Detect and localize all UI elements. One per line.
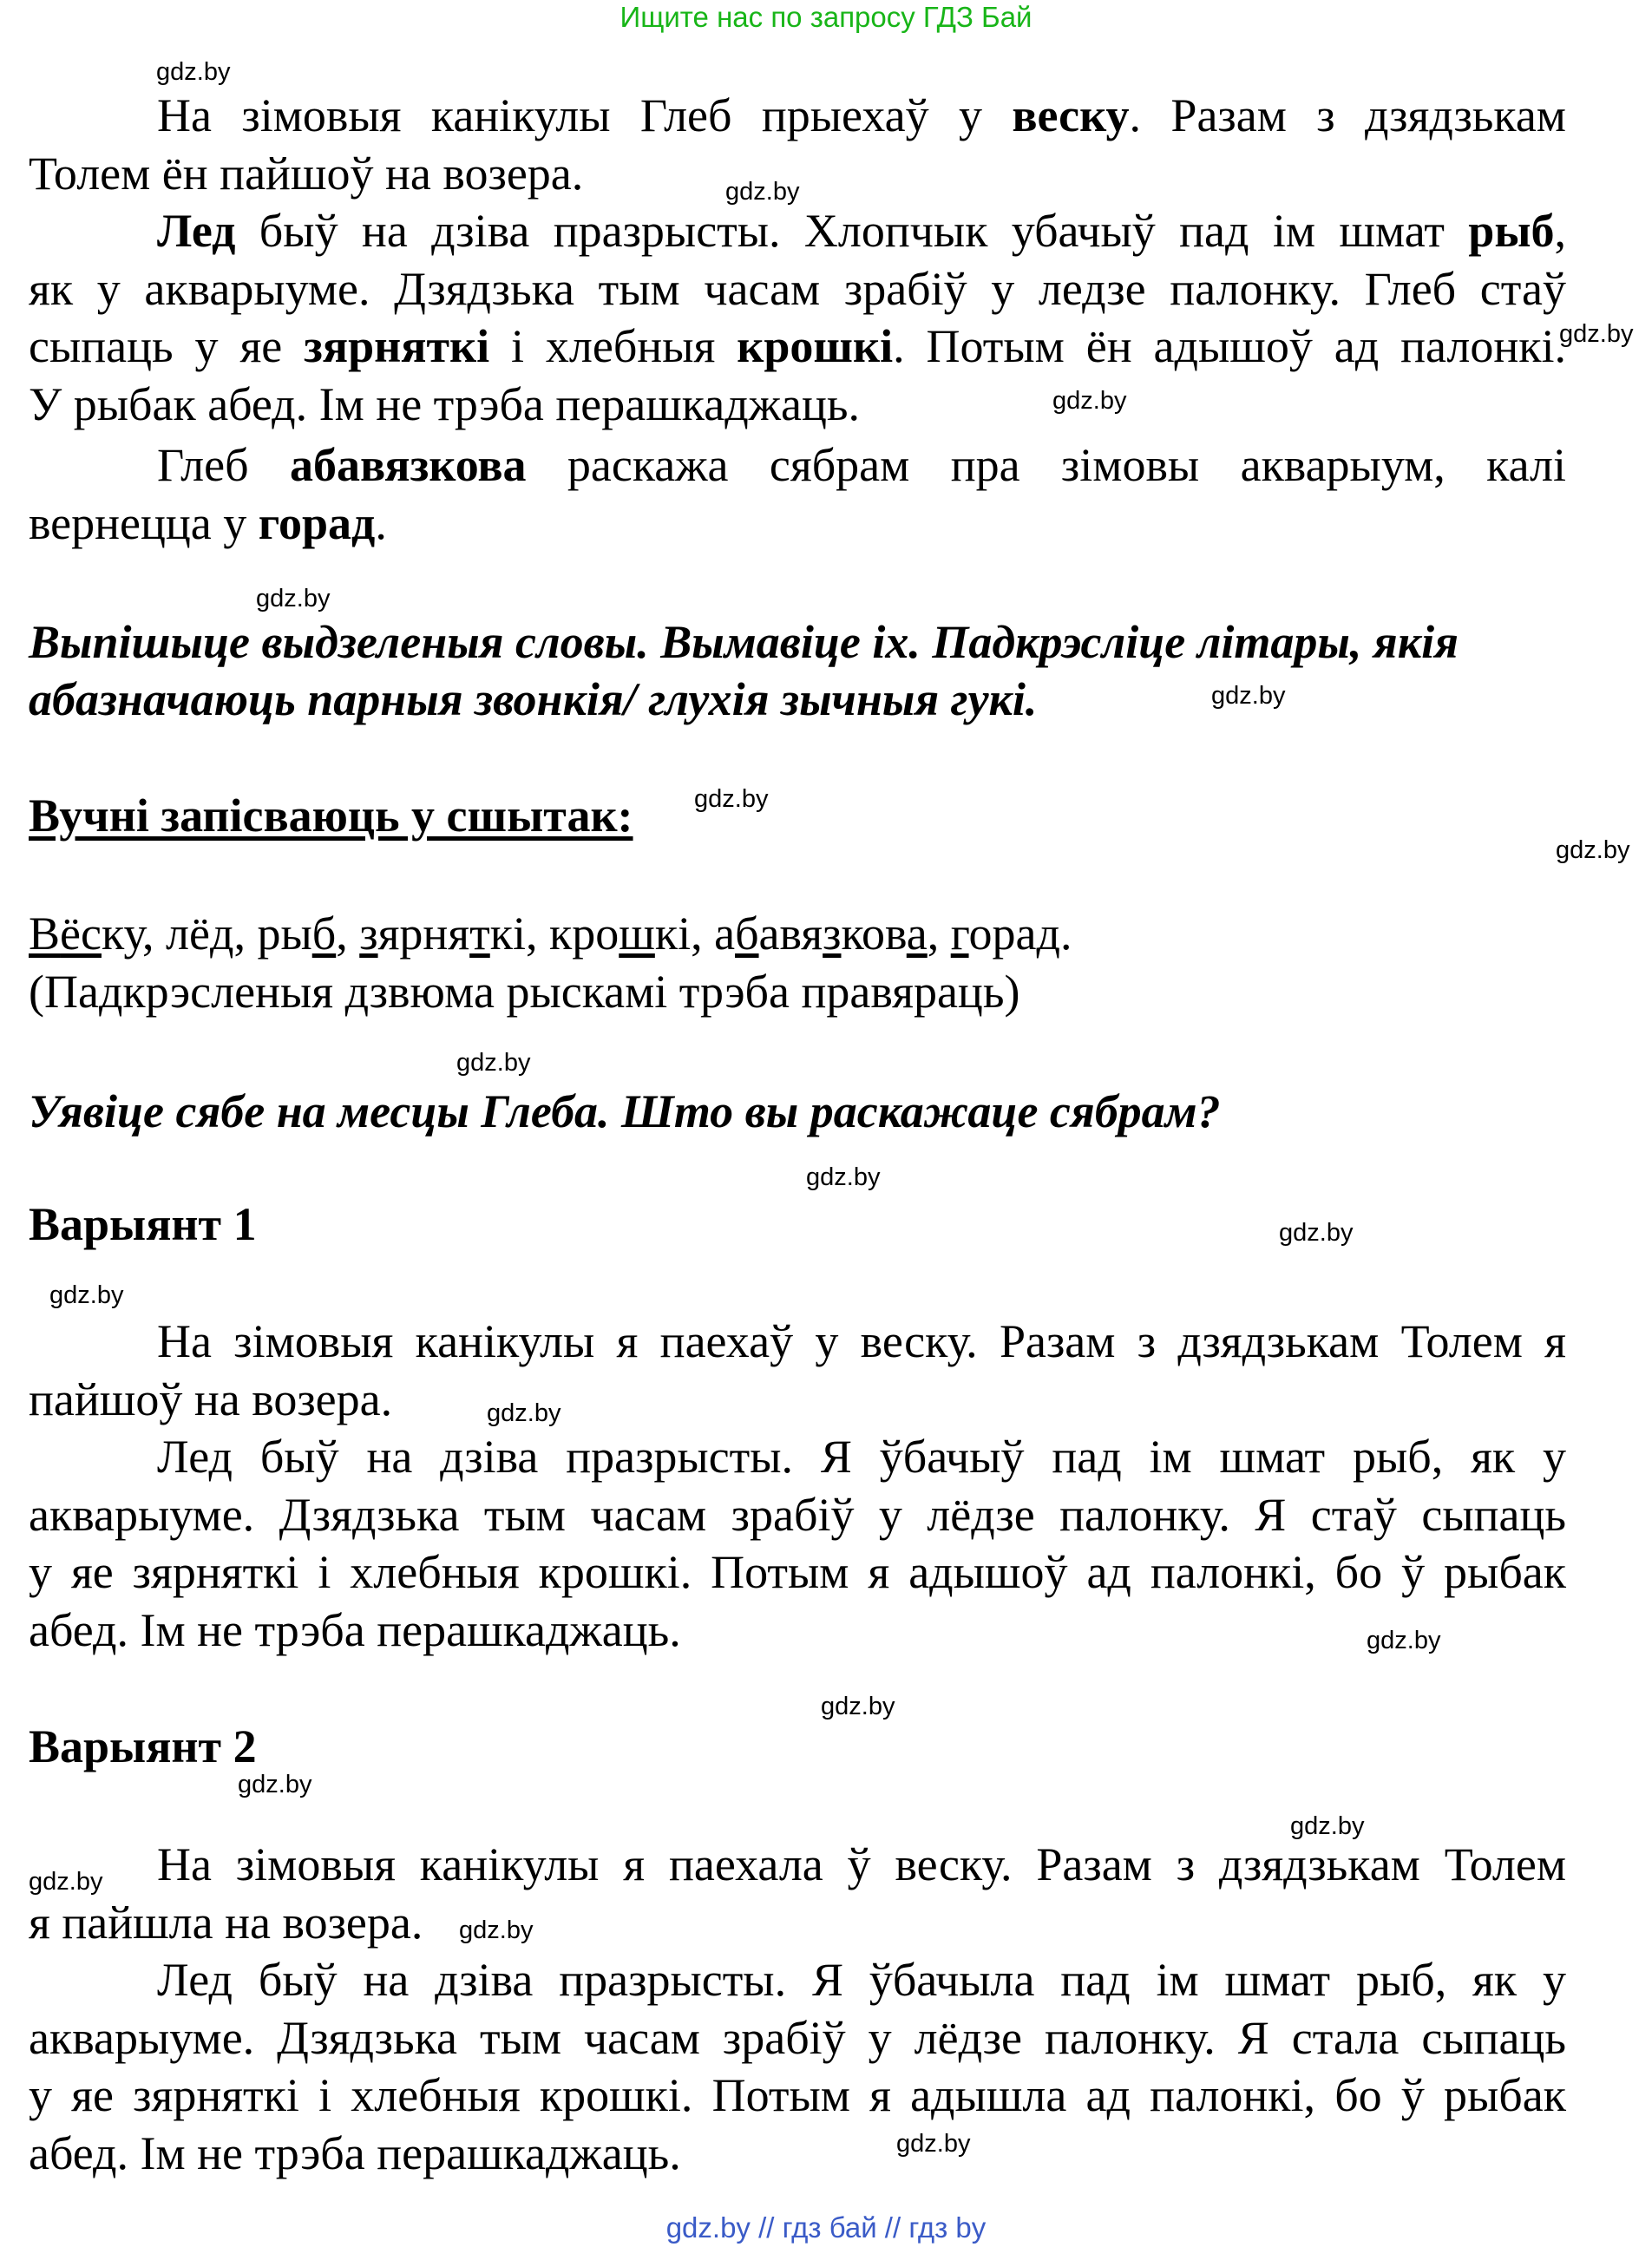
v1-p2-line-2: акварыуме. Дзядзька тым часам зрабіў у лёдзе палонку. Я стаў сыпаць xyxy=(29,1488,1566,1541)
story-p2-line-1: Лед быў на дзіва празрысты. Хлопчык убачыў пад ім шмат рыб, xyxy=(157,205,1566,257)
v1-p1-line-1: На зімовыя канікулы я паехаў у веску. Разам з дзядзькам Толем я xyxy=(157,1315,1566,1367)
v1-p2-line-1: Лед быў на дзіва празрысты. Я ўбачыў пад ім шмат рыб, як у xyxy=(157,1431,1566,1483)
watermark: gdz.by xyxy=(1556,836,1630,864)
v2-p1-line-2: я пайшла на возера. xyxy=(29,1896,423,1949)
story-p2-line-3: сыпаць у яе зярняткі і хлебныя крошкі. Потым ён адышоў ад палонкі. xyxy=(29,320,1566,372)
answer-words: Вёску, лёд, рыб, зярняткі, крошкі, абавязкова, горад. xyxy=(29,907,1072,960)
v1-p2-line-3: у яе зярняткі і хлебныя крошкі. Потым я адышоў ад палонкі, бо ў рыбак xyxy=(29,1546,1566,1598)
v1-p1-line-2: пайшоў на возера. xyxy=(29,1372,393,1425)
watermark: gdz.by xyxy=(1290,1812,1365,1840)
story-paragraph-2 xyxy=(29,202,1566,433)
watermark: gdz.by xyxy=(1052,387,1127,415)
watermark: gdz.by xyxy=(1211,682,1286,710)
watermark: gdz.by xyxy=(896,2130,971,2158)
variant-2-heading: Варыянт 2 xyxy=(29,1720,257,1772)
story-p2-line-2: як у акварыуме. Дзядзька тым часам зрабіў у ледзе палонку. Глеб стаў xyxy=(29,262,1566,315)
v2-p2-line-4: абед. Ім не трэба перашкаджаць. xyxy=(29,2126,681,2179)
v1-p2-line-4: абед. Ім не трэба перашкаджаць. xyxy=(29,1603,681,1656)
watermark: gdz.by xyxy=(459,1916,534,1944)
variant-1-paragraph-1 xyxy=(29,1313,1566,1428)
variant-2-paragraph-1 xyxy=(29,1836,1566,1951)
v2-p2-line-2: акварыуме. Дзядзька тым часам зрабіў у лёдзе палонку. Я стала сыпаць xyxy=(29,2011,1566,2064)
watermark: gdz.by xyxy=(256,585,331,613)
task-1-line-2: абазначаюць парныя звонкія/ глухія зычныя гукі. xyxy=(29,673,1038,725)
watermark: gdz.by xyxy=(456,1049,531,1077)
story-p3-line-2: вернецца у горад. xyxy=(29,496,387,549)
variant-1-paragraph-2 xyxy=(29,1428,1566,1659)
watermark: gdz.by xyxy=(487,1399,561,1427)
top-banner-link[interactable]: Ищите нас по запросу ГДЗ Бай xyxy=(620,1,1032,33)
v2-p2-line-3: у яе зярняткі і хлебныя крошкі. Потым я адышла ад палонкі, бо ў рыбак xyxy=(29,2069,1566,2121)
watermark: gdz.by xyxy=(238,1771,312,1798)
notebook-heading: Вучні запісваюць у сшытак: xyxy=(29,789,633,842)
story-p1-line-2: Толем ён пайшоў на возера. xyxy=(29,147,584,200)
task-2-instruction: Уявіце сябе на месцы Глеба. Што вы раскажаце сябрам? xyxy=(29,1085,1221,1137)
story-p1-line-1: На зімовыя канікулы Глеб прыехаў у веску. Разам з дзядзькам xyxy=(157,89,1566,141)
watermark: gdz.by xyxy=(29,1868,103,1896)
v2-p2-line-1: Лед быў на дзіва празрысты. Я ўбачыла пад ім шмат рыб, як у xyxy=(157,1954,1566,2006)
task-1-instruction xyxy=(29,613,1566,728)
variant-2-paragraph-2 xyxy=(29,1951,1566,2182)
answer-note: (Падкрэсленыя дзвюма рыскамі трэба правяраць) xyxy=(29,965,1020,1018)
variant-1-heading: Варыянт 1 xyxy=(29,1198,257,1250)
watermark: gdz.by xyxy=(821,1693,895,1720)
watermark: gdz.by xyxy=(806,1163,881,1191)
watermark: gdz.by xyxy=(1279,1219,1354,1247)
watermark: gdz.by xyxy=(156,58,231,86)
v2-p1-line-1: На зімовыя канікулы я паехала ў веску. Разам з дзядзькам Толем xyxy=(157,1838,1566,1890)
watermark: gdz.by xyxy=(694,785,769,813)
story-p2-line-4: У рыбак абед. Ім не трэба перашкаджаць. xyxy=(29,377,860,430)
answer-block xyxy=(29,905,1566,1020)
bottom-banner-link[interactable]: gdz.by // гдз бай // гдз by xyxy=(665,2211,987,2244)
watermark: gdz.by xyxy=(725,178,800,206)
watermark: gdz.by xyxy=(49,1281,124,1309)
watermark: gdz.by xyxy=(1367,1627,1441,1654)
story-paragraph-3 xyxy=(29,436,1566,552)
task-1-line-1: Выпішыце выдзеленыя словы. Вымавіце іх. Падкрэсліце літары, якія xyxy=(29,616,1459,668)
watermark: gdz.by xyxy=(1559,320,1634,348)
story-p3-line-1: Глеб абавязкова раскажа сябрам пра зімовы акварыум, калі xyxy=(157,439,1566,491)
